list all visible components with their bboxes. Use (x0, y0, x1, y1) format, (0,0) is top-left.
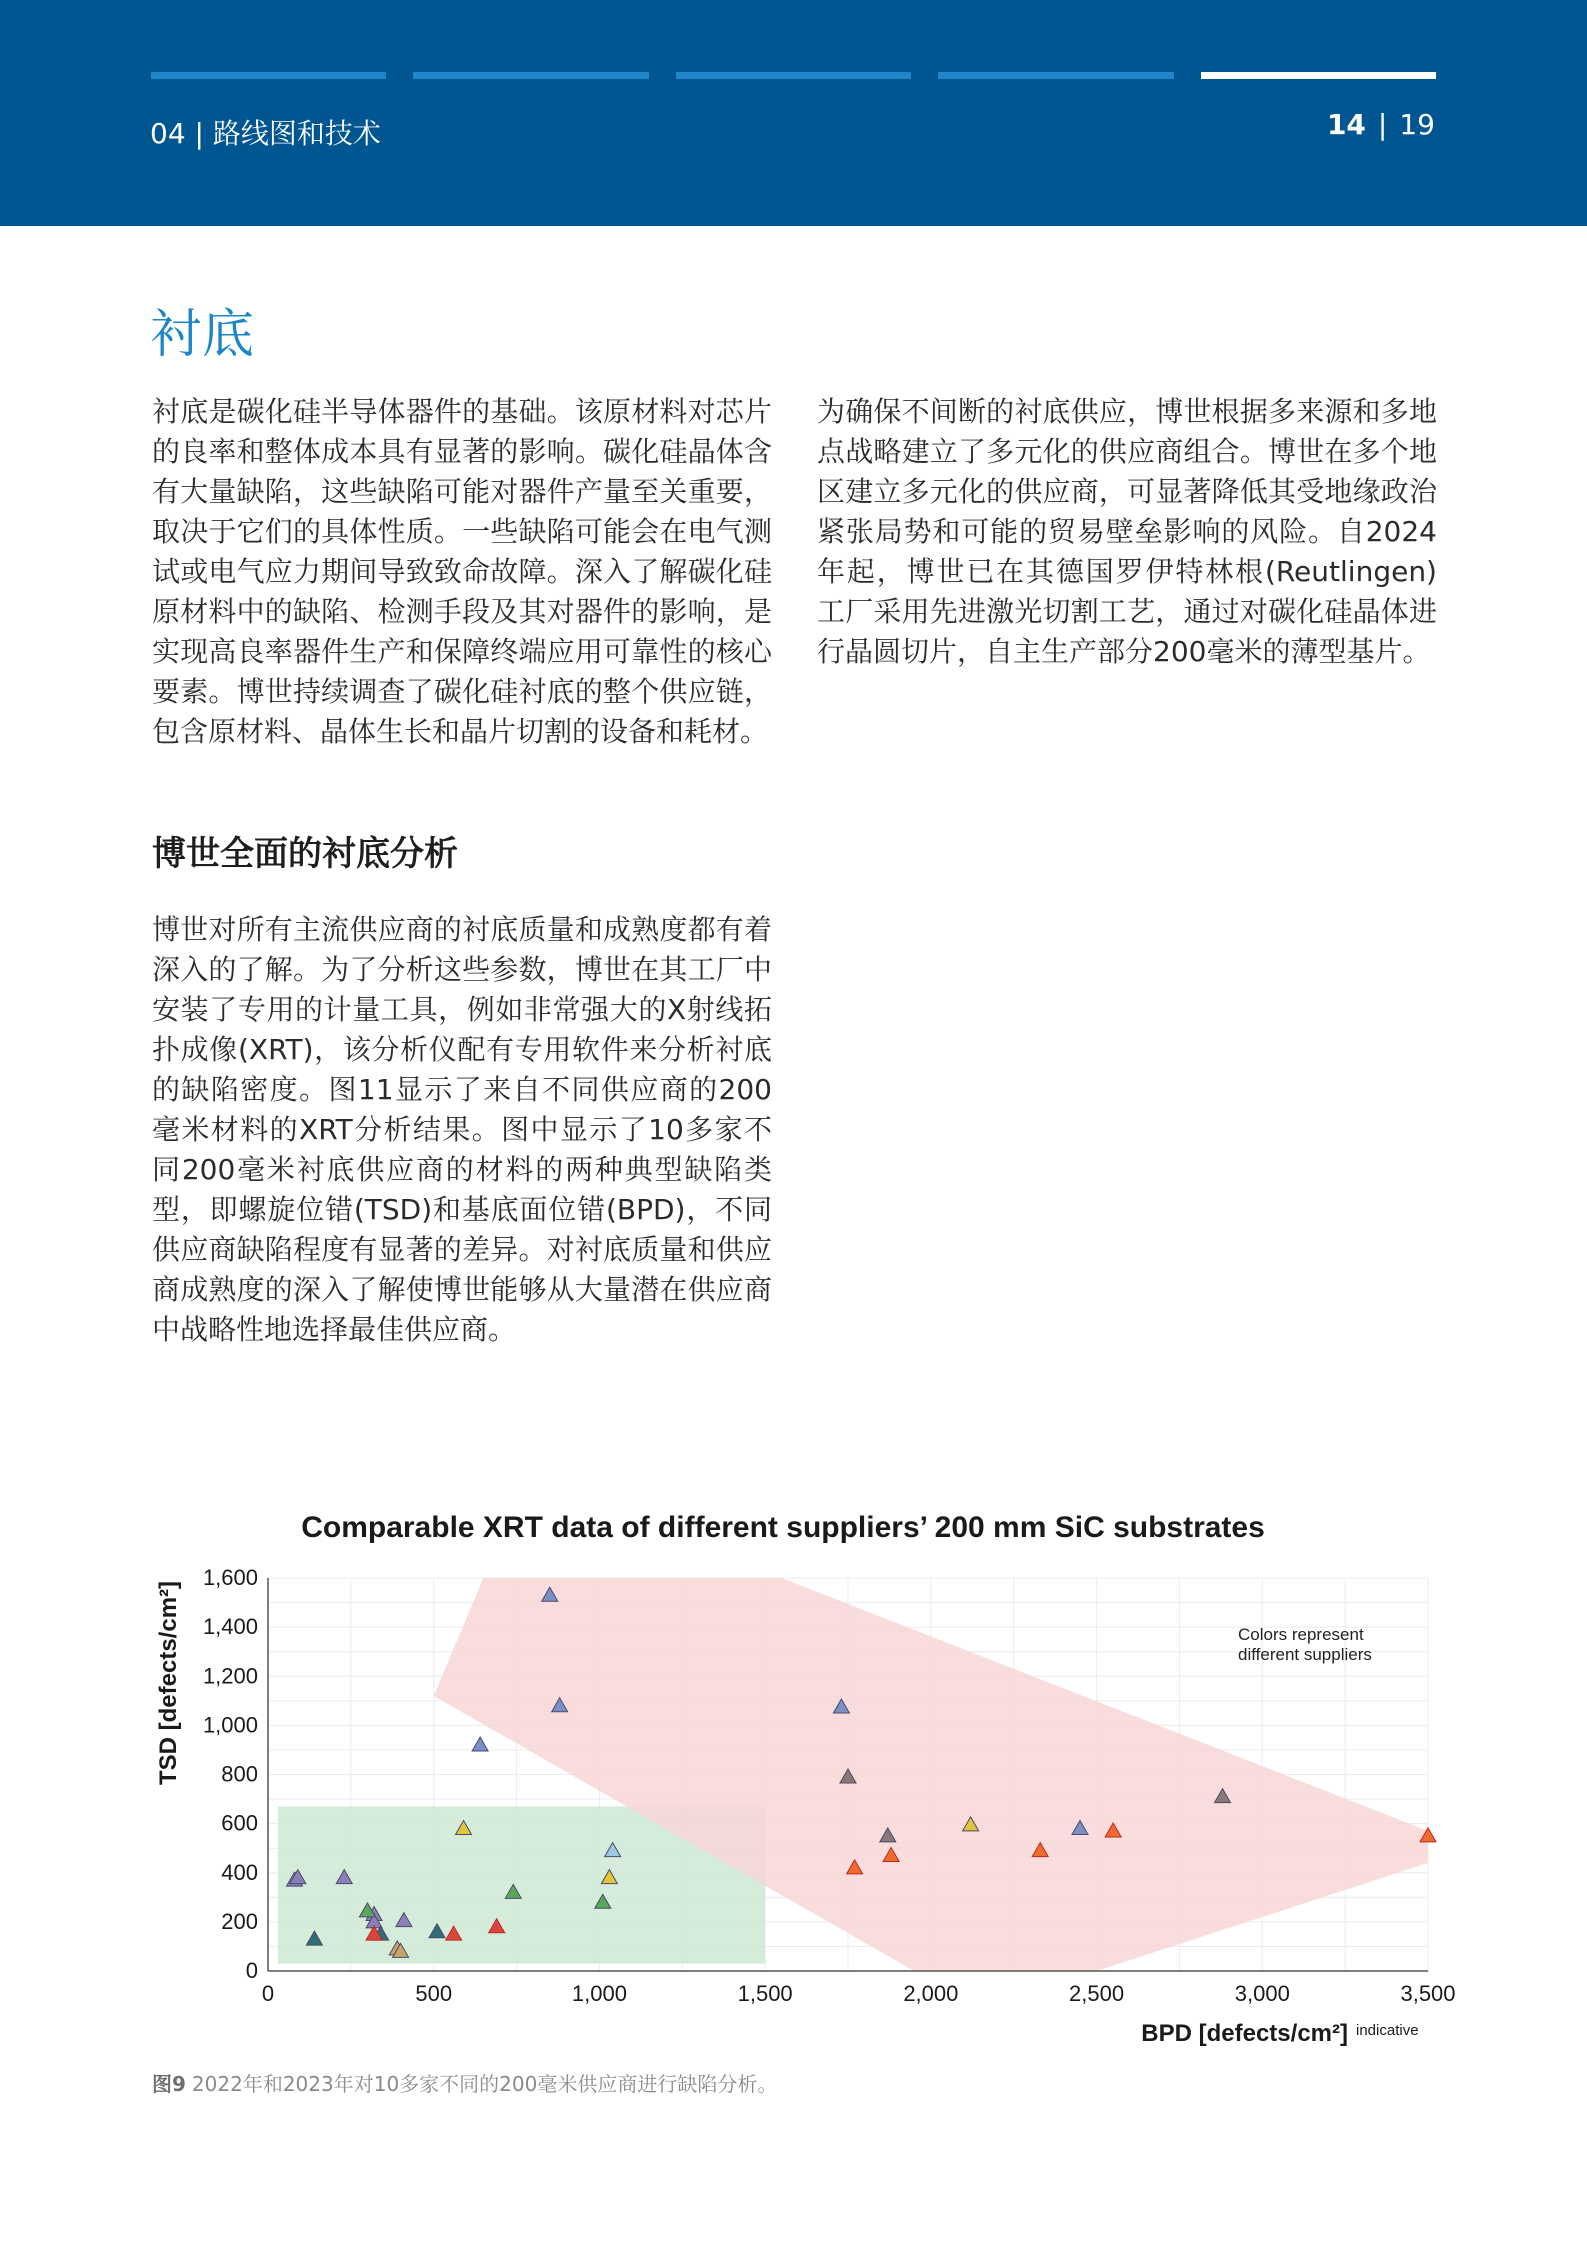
y-tick-label: 1,200 (202, 1663, 258, 1689)
page-separator: | (1377, 108, 1388, 141)
intro-paragraph: 衬底是碳化硅半导体器件的基础。该原材料对芯片的良率和整体成本具有显著的影响。碳化硅晶体含有大量缺陷，这些缺陷可能对器件产量至关重要，取决于它们的具体性质。一些缺陷可能会在电气测试或电气应力期间导致致命故障。深入了解碳化硅原材料中的缺陷、检测手段及其对器件的影响，是实现高良率器件生产和保障终端应用可靠性的核心要素。博世持续调查了碳化硅衬底的整个供应链，包含原材料、晶体生长和晶片切割的设备和耗材。 (152, 395, 772, 748)
analysis-paragraph: 博世对所有主流供应商的衬底质量和成熟度都有着深入的了解。为了分析这些参数，博世在其工厂中安装了专用的计量工具，例如非常强大的X射线拓扑成像(XRT)，该分析仪配有专用软件来分析衬底的缺陷密度。图11显示了来自不同供应商的200毫米材料的XRT分析结果。图中显示了10多家不同200毫米衬底供应商的材料的两种典型缺陷类型，即螺旋位错(TSD)和基底面位错(BPD)，不同供应商缺陷程度有显著的差异。对衬底质量和供应商成熟度的深入了解使博世能够从大量潜在供应商中战略性地选择最佳供应商。 (152, 913, 772, 1346)
chart-canvas (140, 1505, 1480, 2065)
header-bar (0, 0, 1587, 226)
x-axis-note: indicative (1356, 2022, 1419, 2039)
x-tick-label: 2,500 (1069, 1981, 1125, 2006)
x-tick-label: 1,500 (737, 1981, 793, 2006)
progress-segment-current (1201, 72, 1436, 79)
progress-segment-1 (151, 72, 386, 79)
x-tick-label: 3,500 (1400, 1981, 1456, 2006)
chart-title: Comparable XRT data of different suppliers’ 200 mm SiC substrates (301, 1511, 1265, 1544)
supply-paragraph: 为确保不间断的衬底供应，博世根据多来源和多地点战略建立了多元化的供应商组合。博世在多个地区建立多元化的供应商，可显著降低其受地缘政治紧张局势和可能的贸易壁垒影响的风险。自2024年起，博世已在其德国罗伊特林根(Reutlingen)工厂采用先进激光切割工艺，通过对碳化硅晶体进行晶圆切片，自主生产部分200毫米的薄型基片。 (817, 395, 1437, 668)
y-tick-label: 1,600 (202, 1565, 258, 1590)
y-tick-label: 200 (221, 1908, 258, 1934)
x-axis-label: BPD [defects/cm²] (1141, 2020, 1348, 2047)
page-current: 14 (1326, 108, 1366, 141)
section-subheading: 博世全面的衬底分析 (152, 834, 458, 874)
y-axis-label: TSD [defects/cm²] (155, 1580, 182, 1786)
supplier-blue-point (472, 1737, 488, 1751)
y-tick-label: 1,000 (202, 1712, 258, 1738)
x-tick-label: 3,000 (1234, 1981, 1290, 2006)
y-tick-label: 400 (221, 1859, 258, 1885)
progress-segment-4 (938, 72, 1174, 79)
caption-text: 2022年和2023年对10多家不同的200毫米供应商进行缺陷分析。 (191, 2072, 778, 2096)
y-tick-label: 0 (245, 1958, 258, 1983)
x-tick-label: 0 (261, 1981, 275, 2006)
chart-annotation: Colors represent different suppliers (1238, 1625, 1372, 1664)
x-tick-label: 500 (415, 1981, 453, 2006)
xrt-chart (140, 1505, 1480, 2065)
page-number (1327, 108, 1435, 141)
x-tick-label: 1,000 (571, 1981, 627, 2006)
section-label: 04 | 路线图和技术 (150, 117, 381, 150)
y-tick-label: 800 (221, 1761, 258, 1787)
page-title: 衬底 (150, 305, 255, 365)
progress-segment-3 (676, 72, 911, 79)
y-tick-label: 600 (221, 1810, 258, 1836)
progress-segment-2 (413, 72, 649, 79)
figure-caption (152, 2068, 777, 2097)
y-tick-label: 1,400 (202, 1614, 258, 1640)
page-total: 19 (1399, 108, 1435, 141)
x-tick-label: 2,000 (903, 1981, 959, 2006)
caption-label: 图9 (152, 2072, 186, 2096)
